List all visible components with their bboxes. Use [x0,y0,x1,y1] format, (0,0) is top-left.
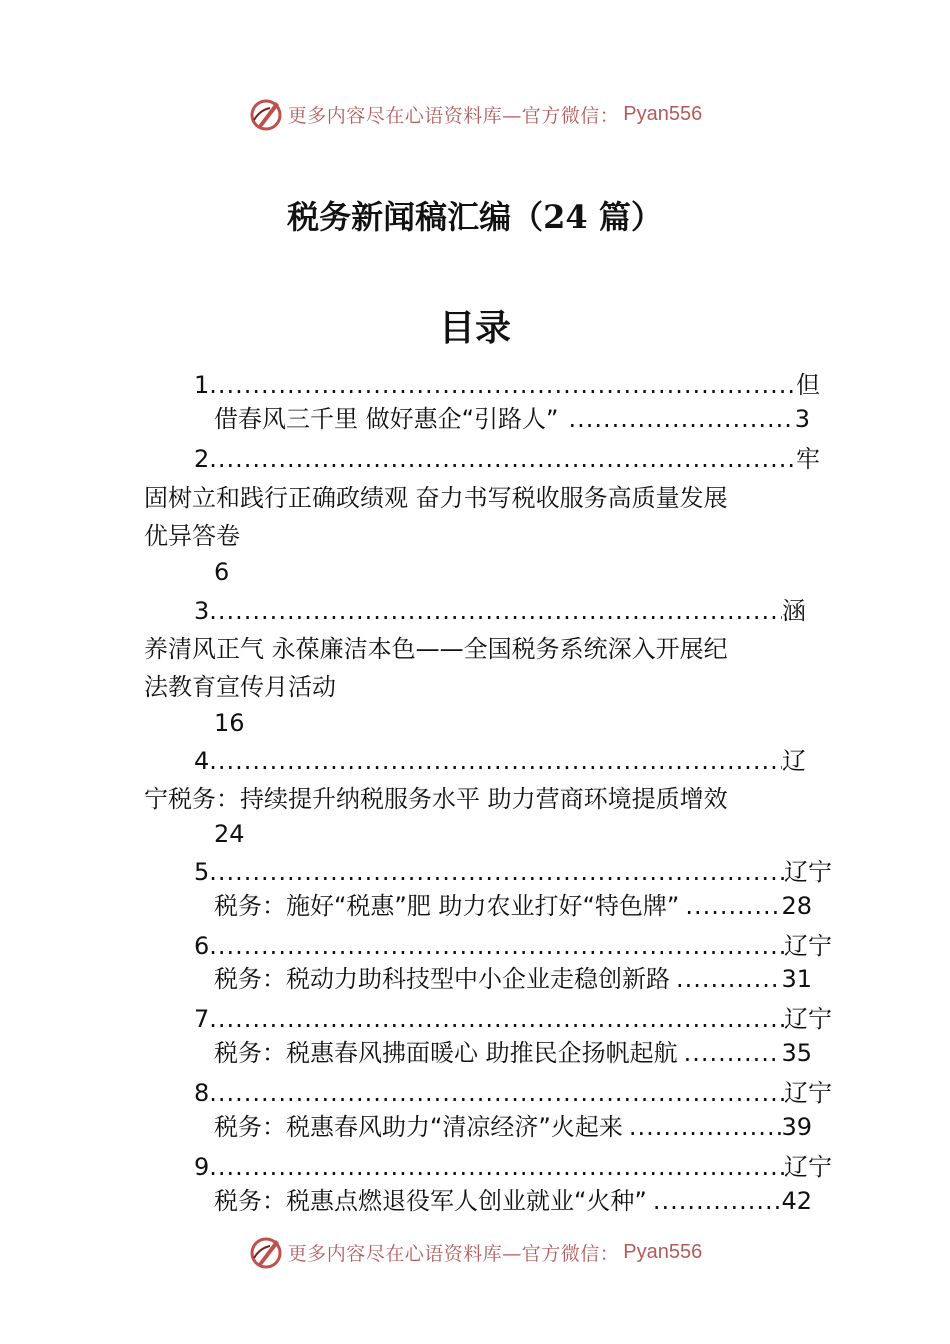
toc-entry-5-line1[interactable] [194,855,832,889]
toc-entry-title: 税务：施好“税惠”肥 助力农业打好“特色牌” [214,892,680,920]
toc-leader-dots [676,962,781,996]
toc-entry-6-line2[interactable] [214,962,812,996]
toc-entry-4-line2[interactable]: 宁税务：持续提升纳税服务水平 助力营商环境提质增效 [144,785,728,813]
pen-logo-icon [248,1234,284,1270]
toc-entry-title: 税务：税惠春风助力“清凉经济”火起来 [214,1113,623,1141]
toc-entry-number: 6 [194,932,210,960]
toc-leader-dots [209,855,784,889]
watermark-text: 更多内容尽在心语资料库—官方微信： [287,1242,620,1265]
toc-entry-lead: 辽宁 [784,1153,832,1181]
toc-entry-9-line1[interactable] [194,1150,832,1184]
toc-entry-4-page: 24 [214,820,245,848]
toc-leader-dots [653,1184,782,1218]
toc-leader-dots [209,368,796,402]
watermark-wechat-id: Pyan556 [623,1240,703,1263]
toc-entry-8-line2[interactable] [214,1110,812,1144]
toc-entry-2-line3[interactable]: 优异答卷 [144,522,240,550]
watermark-text: 更多内容尽在心语资料库—官方微信： [287,104,620,127]
toc-entry-3-line3[interactable]: 法教育宣传月活动 [144,673,336,701]
toc-entry-title: 税务：税惠春风拂面暖心 助推民企扬帆起航 [214,1039,678,1067]
toc-entry-page: 28 [781,892,812,920]
toc-entry-number: 7 [194,1005,210,1033]
toc-leader-dots [569,402,795,436]
watermark-wechat-id: Pyan556 [623,102,703,125]
toc-leader-dots [684,1036,782,1070]
watermark-banner-top [0,94,950,134]
toc-entry-page: 42 [781,1187,812,1215]
toc-leader-dots [629,1110,782,1144]
pen-logo-icon [248,96,284,132]
toc-entry-9-line2[interactable] [214,1184,812,1218]
toc-entry-lead: 辽宁 [784,932,832,960]
toc-entry-3-page: 16 [214,709,245,737]
toc-entry-page: 35 [781,1039,812,1067]
watermark-banner-bottom [0,1232,950,1272]
toc-entry-number: 1 [194,371,210,399]
toc-entry-3-line2[interactable]: 养清风正气 永葆廉洁本色——全国税务系统深入开展纪 [144,635,728,663]
toc-entry-8-line1[interactable] [194,1076,832,1110]
toc-entry-1-line2[interactable] [214,402,810,436]
toc-leader-dots [209,1076,784,1110]
toc-leader-dots [209,1150,784,1184]
toc-entry-lead: 但 [796,371,820,399]
toc-entry-number: 9 [194,1153,210,1181]
toc-entry-title: 税务：税惠点燃退役军人创业就业“火种” [214,1187,647,1215]
toc-entry-page: 31 [781,965,812,993]
toc-entry-lead: 辽宁 [784,1079,832,1107]
toc-entry-title: 借春风三千里 做好惠企“引路人” [214,405,559,433]
toc-entry-number: 3 [194,597,210,625]
toc-entry-lead: 辽宁 [784,1005,832,1033]
toc-entry-number: 5 [194,858,210,886]
toc-entry-lead: 辽宁 [784,858,832,886]
toc-entry-2-line1[interactable] [194,442,820,476]
toc-leader-dots [209,929,784,963]
toc-entry-title: 税务：税动力助科技型中小企业走稳创新路 [214,965,670,993]
document-title: 税务新闻稿汇编（24 篇） [287,198,663,236]
toc-heading: 目录 [438,307,511,349]
toc-entry-lead: 涵 [782,597,806,625]
toc-entry-lead: 辽 [782,747,806,775]
toc-entry-2-page: 6 [214,558,230,586]
toc-entry-1-line1[interactable] [194,368,820,402]
toc-entry-number: 2 [194,445,210,473]
toc-entry-4-line1[interactable] [194,744,806,778]
toc-entry-6-line1[interactable] [194,929,832,963]
toc-leader-dots [209,594,782,628]
toc-entry-page: 39 [781,1113,812,1141]
toc-entry-page: 3 [794,405,810,433]
toc-entry-2-line2[interactable]: 固树立和践行正确政绩观 奋力书写税收服务高质量发展 [144,484,728,512]
toc-leader-dots [209,442,796,476]
toc-entry-number: 4 [194,747,210,775]
toc-entry-5-line2[interactable] [214,889,812,923]
toc-leader-dots [209,744,782,778]
toc-entry-7-line2[interactable] [214,1036,812,1070]
toc-leader-dots [209,1002,784,1036]
toc-entry-3-line1[interactable] [194,594,806,628]
toc-leader-dots [685,889,781,923]
toc-entry-7-line1[interactable] [194,1002,832,1036]
toc-entry-lead: 牢 [796,445,820,473]
toc-entry-number: 8 [194,1079,210,1107]
